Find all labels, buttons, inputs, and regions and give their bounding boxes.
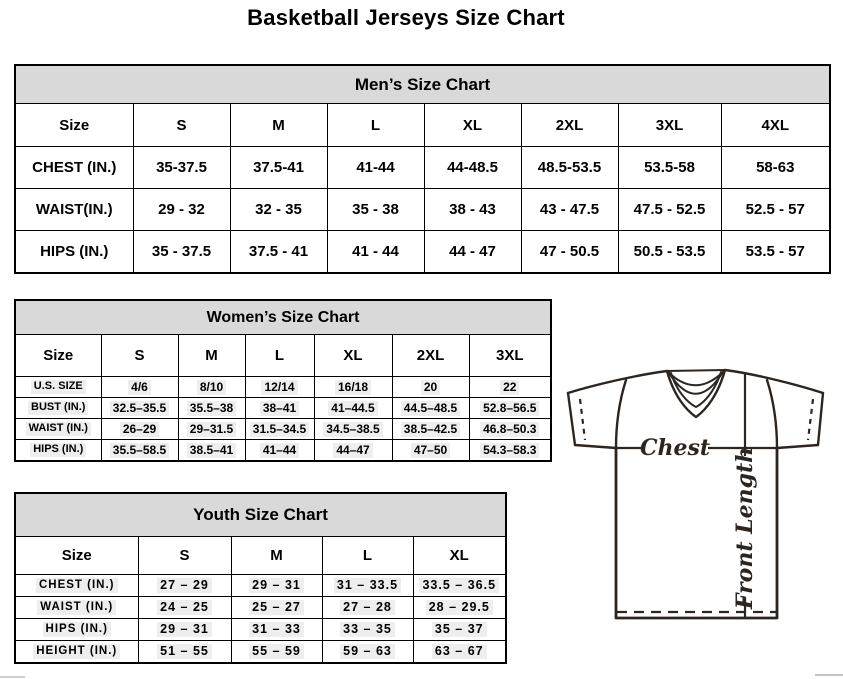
column-header: L — [327, 104, 424, 147]
size-value-cell — [413, 575, 506, 597]
size-value: 31.5–34.5 — [250, 422, 309, 437]
size-value-cell — [101, 440, 178, 462]
size-value-cell — [314, 398, 392, 419]
size-value: 38.5–42.5 — [401, 422, 460, 437]
size-value-cell — [138, 575, 231, 597]
row-label-text: WAIST (IN.) — [37, 600, 116, 614]
table-row — [15, 377, 551, 398]
size-value-cell — [245, 419, 314, 440]
size-value-cell: 35-37.5 — [133, 147, 230, 189]
row-label — [15, 619, 138, 641]
size-value-cell: 43 - 47.5 — [521, 189, 618, 231]
size-value: 41–44 — [260, 443, 299, 458]
table-row — [15, 231, 830, 274]
size-value-cell — [138, 619, 231, 641]
size-value: 54.3–58.3 — [480, 443, 539, 458]
size-value: 51 – 55 — [157, 644, 212, 660]
size-value-cell — [231, 641, 322, 664]
size-value: 52.8–56.5 — [480, 401, 539, 416]
size-value-cell: 41 - 44 — [327, 231, 424, 274]
mens-size-table — [14, 64, 831, 274]
size-value-cell: 52.5 - 57 — [721, 189, 830, 231]
size-value-cell — [322, 575, 413, 597]
size-value-cell — [178, 377, 245, 398]
womens-size-table — [14, 299, 552, 462]
size-value-cell — [178, 440, 245, 462]
column-header-row — [15, 537, 506, 575]
size-value-cell: 47 - 50.5 — [521, 231, 618, 274]
size-value-cell — [138, 641, 231, 664]
size-value: 27 – 28 — [340, 600, 395, 616]
size-value-cell: 44 - 47 — [424, 231, 521, 274]
size-value-cell: 48.5-53.5 — [521, 147, 618, 189]
size-value-cell: 58-63 — [721, 147, 830, 189]
table-title-row — [15, 300, 551, 335]
table-title-row — [15, 493, 506, 537]
column-header: XL — [424, 104, 521, 147]
row-label-text: CHEST (IN.) — [36, 578, 118, 592]
jersey-outline — [568, 370, 823, 618]
size-value-cell — [413, 597, 506, 619]
table-row — [15, 419, 551, 440]
table-title-row — [15, 65, 830, 104]
size-value-cell — [469, 440, 551, 462]
size-value-cell — [392, 419, 469, 440]
size-value: 12/14 — [261, 380, 297, 395]
sleeve-cuff-dashed-line — [580, 399, 585, 440]
size-value-cell — [245, 377, 314, 398]
size-value-cell — [392, 377, 469, 398]
size-value-cell — [314, 377, 392, 398]
youth-size-table — [14, 492, 507, 664]
size-value-cell — [314, 440, 392, 462]
size-value-cell — [101, 419, 178, 440]
size-value: 34.5–38.5 — [323, 422, 382, 437]
size-value-cell: 32 - 35 — [230, 189, 327, 231]
size-value-cell: 29 - 32 — [133, 189, 230, 231]
size-value: 29 – 31 — [157, 622, 212, 638]
row-label-text: HEIGHT (IN.) — [33, 644, 120, 658]
size-value-cell: 38 - 43 — [424, 189, 521, 231]
size-value: 25 – 27 — [249, 600, 304, 616]
sleeve-cuff-dashed-line — [808, 399, 813, 440]
size-value: 32.5–35.5 — [110, 401, 169, 416]
size-value: 38–41 — [260, 401, 299, 416]
size-value: 26–29 — [120, 422, 159, 437]
size-value-cell — [322, 597, 413, 619]
size-value-cell — [178, 398, 245, 419]
size-value-cell — [231, 575, 322, 597]
size-value-cell — [231, 597, 322, 619]
column-header: 2XL — [392, 335, 469, 377]
size-value: 24 – 25 — [157, 600, 212, 616]
size-value-cell: 53.5-58 — [618, 147, 721, 189]
size-value-cell: 35 - 38 — [327, 189, 424, 231]
row-label-text: BUST (IN.) — [28, 401, 88, 415]
size-value: 41–44.5 — [328, 401, 377, 416]
row-label — [15, 641, 138, 664]
size-value: 38.5–41 — [187, 443, 236, 458]
size-value: 29 – 31 — [249, 578, 304, 594]
size-value-cell: 37.5-41 — [230, 147, 327, 189]
column-header: Size — [15, 104, 133, 147]
size-value-cell — [392, 398, 469, 419]
column-header: 3XL — [469, 335, 551, 377]
size-value: 29–31.5 — [187, 422, 236, 437]
column-header: M — [230, 104, 327, 147]
chest-label: Chest — [639, 435, 711, 461]
size-value: 35.5–58.5 — [110, 443, 169, 458]
table-row — [15, 641, 506, 664]
size-value-cell — [413, 641, 506, 664]
jersey-diagram — [556, 360, 838, 622]
row-label — [15, 377, 101, 398]
size-value-cell — [322, 619, 413, 641]
size-value-cell: 37.5 - 41 — [230, 231, 327, 274]
size-value: 33 – 35 — [340, 622, 395, 638]
size-value-cell — [245, 398, 314, 419]
row-label — [15, 398, 101, 419]
column-header: Size — [15, 335, 101, 377]
size-value: 20 — [421, 380, 440, 395]
size-value-cell — [469, 377, 551, 398]
size-value-cell — [178, 419, 245, 440]
youth-table-title: Youth Size Chart — [15, 493, 506, 537]
size-value: 63 – 67 — [432, 644, 487, 660]
size-value-cell — [231, 619, 322, 641]
size-value-cell — [322, 641, 413, 664]
size-value-cell — [138, 597, 231, 619]
front-length-label: Front Length — [732, 446, 758, 610]
table-row — [15, 147, 830, 189]
table-row — [15, 597, 506, 619]
size-value: 8/10 — [197, 380, 226, 395]
scrollbar-fragment-right — [815, 674, 843, 676]
column-header: XL — [314, 335, 392, 377]
column-header: 2XL — [521, 104, 618, 147]
row-label: CHEST (IN.) — [15, 147, 133, 189]
size-value-cell: 41-44 — [327, 147, 424, 189]
size-value: 27 – 29 — [157, 578, 212, 594]
column-header: S — [138, 537, 231, 575]
row-label — [15, 597, 138, 619]
size-value: 44.5–48.5 — [401, 401, 460, 416]
size-value: 44–47 — [333, 443, 372, 458]
size-value: 46.8–50.3 — [480, 422, 539, 437]
size-value: 4/6 — [128, 380, 151, 395]
womens-table-title: Women’s Size Chart — [15, 300, 551, 335]
column-header-row — [15, 335, 551, 377]
row-label-text: WAIST (IN.) — [26, 422, 91, 436]
mens-table-title: Men’s Size Chart — [15, 65, 830, 104]
size-value: 16/18 — [335, 380, 371, 395]
column-header: M — [178, 335, 245, 377]
row-label — [15, 440, 101, 462]
size-value-cell — [469, 419, 551, 440]
size-value: 35 – 37 — [432, 622, 487, 638]
size-value: 31 – 33.5 — [334, 578, 401, 594]
size-value-cell: 50.5 - 53.5 — [618, 231, 721, 274]
table-row — [15, 398, 551, 419]
size-value-cell: 35 - 37.5 — [133, 231, 230, 274]
size-value-cell: 44-48.5 — [424, 147, 521, 189]
row-label-text: HIPS (IN.) — [43, 622, 111, 636]
size-value: 55 – 59 — [249, 644, 304, 660]
page-title: Basketball Jerseys Size Chart — [247, 5, 565, 30]
column-header: 4XL — [721, 104, 830, 147]
column-header: S — [101, 335, 178, 377]
size-value: 35.5–38 — [187, 401, 236, 416]
table-row — [15, 619, 506, 641]
table-row — [15, 189, 830, 231]
size-value-cell: 53.5 - 57 — [721, 231, 830, 274]
column-header: L — [245, 335, 314, 377]
row-label — [15, 419, 101, 440]
size-value-cell — [314, 419, 392, 440]
size-value-cell: 47.5 - 52.5 — [618, 189, 721, 231]
size-value: 22 — [500, 380, 519, 395]
row-label: WAIST(IN.) — [15, 189, 133, 231]
size-value: 31 – 33 — [249, 622, 304, 638]
column-header: M — [231, 537, 322, 575]
row-label-text: U.S. SIZE — [31, 380, 86, 394]
size-value-cell — [469, 398, 551, 419]
column-header: S — [133, 104, 230, 147]
size-value-cell — [392, 440, 469, 462]
column-header: XL — [413, 537, 506, 575]
table-row — [15, 440, 551, 462]
size-value: 28 – 29.5 — [426, 600, 493, 616]
column-header-row — [15, 104, 830, 147]
scrollbar-fragment-left — [0, 676, 25, 678]
size-value-cell — [245, 440, 314, 462]
column-header: 3XL — [618, 104, 721, 147]
column-header: L — [322, 537, 413, 575]
table-row — [15, 575, 506, 597]
size-value-cell — [413, 619, 506, 641]
column-header: Size — [15, 537, 138, 575]
size-value: 59 – 63 — [340, 644, 395, 660]
size-value-cell — [101, 398, 178, 419]
size-value: 47–50 — [411, 443, 450, 458]
row-label-text: HIPS (IN.) — [30, 443, 86, 457]
row-label: HIPS (IN.) — [15, 231, 133, 274]
row-label — [15, 575, 138, 597]
size-value: 33.5 – 36.5 — [419, 578, 499, 594]
size-value-cell — [101, 377, 178, 398]
